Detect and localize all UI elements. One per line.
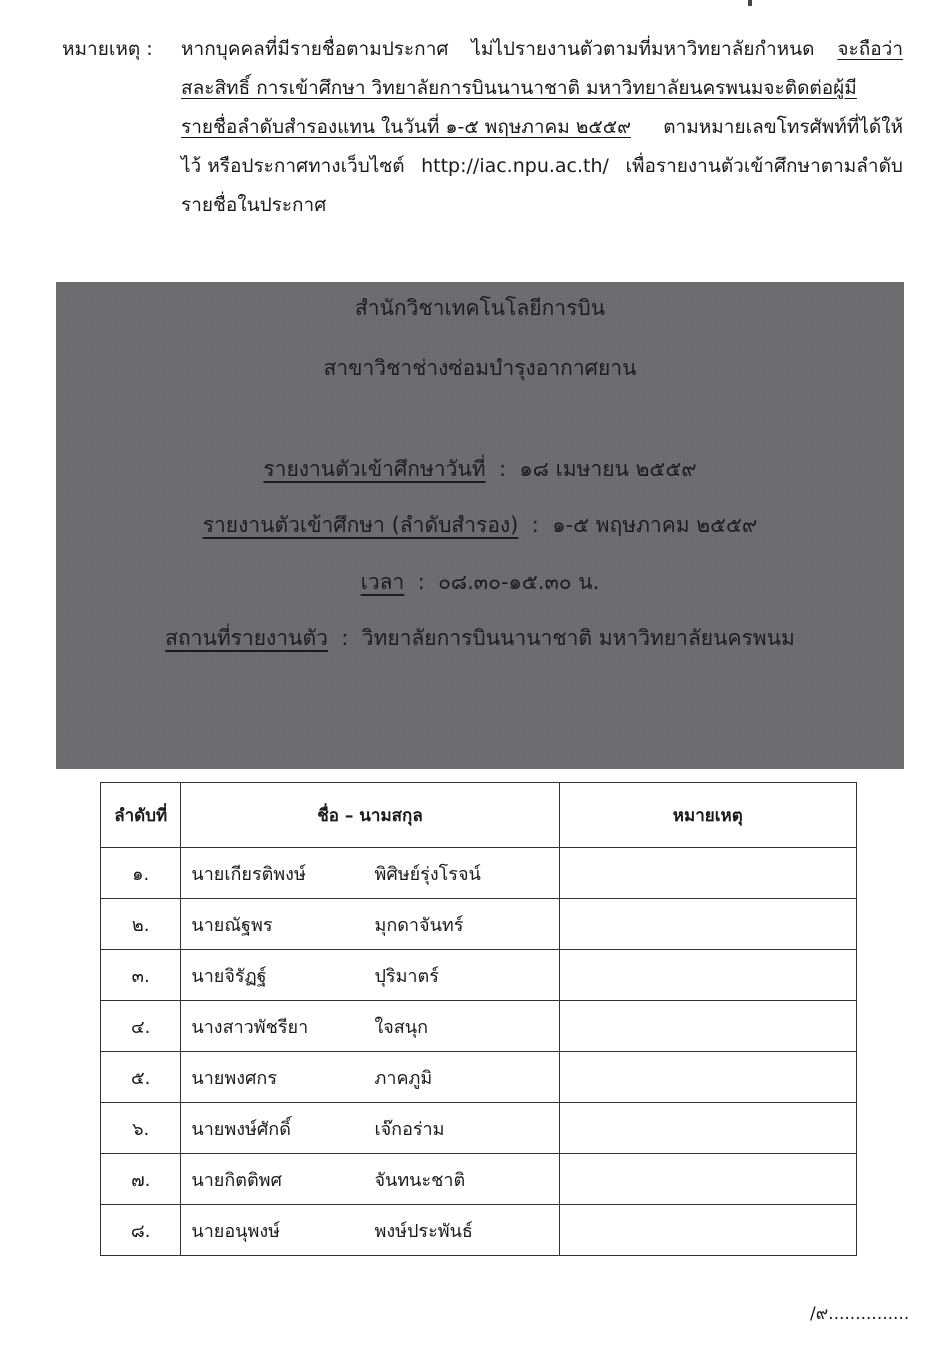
note-text-underlined: จะถือว่า [837,38,903,60]
row-last-name: จันทนะชาติ [374,1154,559,1205]
report-date-line [56,453,904,486]
page-continuation: /๙............... [810,1304,910,1324]
time-line [56,566,904,599]
row-last-name: มุกดาจันทร์ [374,899,559,950]
note-line-2 [181,69,903,108]
row-first-name: นายพงษ์ศักดิ์ [181,1103,375,1154]
row-first-name: นายกิตติพศ [181,1154,375,1205]
note-line-4 [181,147,903,186]
note-text-segment: หากบุคคลที่มีรายชื่อตามประกาศ [181,38,449,60]
note-text-segment: ไว้ หรือประกาศทางเว็บไซต์ [181,155,405,177]
note-label: หมายเหตุ : [62,38,153,60]
row-first-name: นายพงศกร [181,1052,375,1103]
row-remark [559,1001,856,1052]
row-last-name: ภาคภูมิ [374,1052,559,1103]
row-remark [559,1205,856,1256]
row-first-name: นายจิรัฏฐ์ [181,950,375,1001]
table-row [101,1205,857,1256]
row-number: ๖. [101,1103,181,1154]
time-value: ๐๘.๓๐-๑๕.๓๐ น. [438,570,600,594]
table-row [101,1154,857,1205]
row-last-name: พงษ์ประพันธ์ [374,1205,559,1256]
report-date-label: รายงานตัวเข้าศึกษาวันที่ [263,457,486,481]
place-line [56,622,904,655]
note-text-segment: รายชื่อในประกาศ [181,194,327,216]
row-last-name: เจ๊กอร่าม [374,1103,559,1154]
table-header-row [101,783,857,848]
row-number: ๔. [101,1001,181,1052]
table-row [101,950,857,1001]
row-first-name: นางสาวพัชรียา [181,1001,375,1052]
table-row [101,848,857,899]
header-name: ชื่อ – นามสกุล [181,783,559,848]
row-first-name: นายณัฐพร [181,899,375,950]
roster-table [100,782,857,1256]
time-label: เวลา [360,570,405,594]
row-remark [559,950,856,1001]
separator: : [492,457,513,481]
website-url: http://iac.npu.ac.th/ [421,155,609,177]
row-number: ๓. [101,950,181,1001]
header-remark: หมายเหตุ [559,783,856,848]
note-text-segment: ไม่ไปรายงานตัวตามที่มหาวิทยาลัยกำหนด [471,38,815,60]
report-info-box [56,282,904,769]
row-first-name: นายอนุพงษ์ [181,1205,375,1256]
row-last-name: พิศิษย์รุ่งโรจน์ [374,848,559,899]
row-remark [559,848,856,899]
program-title: สาขาวิชาช่างซ่อมบำรุงอากาศยาน [323,356,637,380]
note-text-segment: ตามหมายเลขโทรศัพท์ที่ได้ให้ [663,116,903,138]
scan-speck [748,0,752,6]
note-line-1 [181,30,903,69]
note-text-segment: เพื่อรายงานตัวเข้าศึกษาตามลำดับ [625,155,903,177]
reserve-date-line [56,509,904,542]
row-number: ๑. [101,848,181,899]
row-number: ๘. [101,1205,181,1256]
row-last-name: ปุริมาตร์ [374,950,559,1001]
table-row [101,1001,857,1052]
row-remark [559,1052,856,1103]
row-remark [559,899,856,950]
note-text-underlined: สละสิทธิ์ การเข้าศึกษา วิทยาลัยการบินนานาชาติ มหาวิทยาลัยนครพนมจะติดต่อผู้มี [181,77,857,99]
reserve-date-label: รายงานตัวเข้าศึกษา (ลำดับสำรอง) [202,513,519,537]
table-row [101,1052,857,1103]
report-date-value: ๑๘ เมษายน ๒๕๕๙ [519,457,697,481]
row-first-name: นายเกียรติพงษ์ [181,848,375,899]
place-label: สถานที่รายงานตัว [165,626,328,650]
note-line-5 [181,186,903,225]
table-row [101,1103,857,1154]
row-last-name: ใจสนุก [374,1001,559,1052]
row-remark [559,1103,856,1154]
separator: : [334,626,356,650]
table-row [101,899,857,950]
note-text [181,30,903,225]
note-line-3 [181,108,903,147]
header-number: ลำดับที่ [101,783,181,848]
row-number: ๒. [101,899,181,950]
row-number: ๕. [101,1052,181,1103]
place-value: วิทยาลัยการบินนานาชาติ มหาวิทยาลัยนครพนม [361,626,795,650]
row-number: ๗. [101,1154,181,1205]
reserve-date-value: ๑-๕ พฤษภาคม ๒๕๕๙ [552,513,758,537]
separator: : [410,570,432,594]
note-text-underlined: รายชื่อลำดับสำรองแทน ในวันที่ ๑-๕ พฤษภาคม ๒๕๕๙ [181,116,632,138]
separator: : [525,513,546,537]
office-title: สำนักวิชาเทคโนโลยีการบิน [354,296,606,320]
row-remark [559,1154,856,1205]
